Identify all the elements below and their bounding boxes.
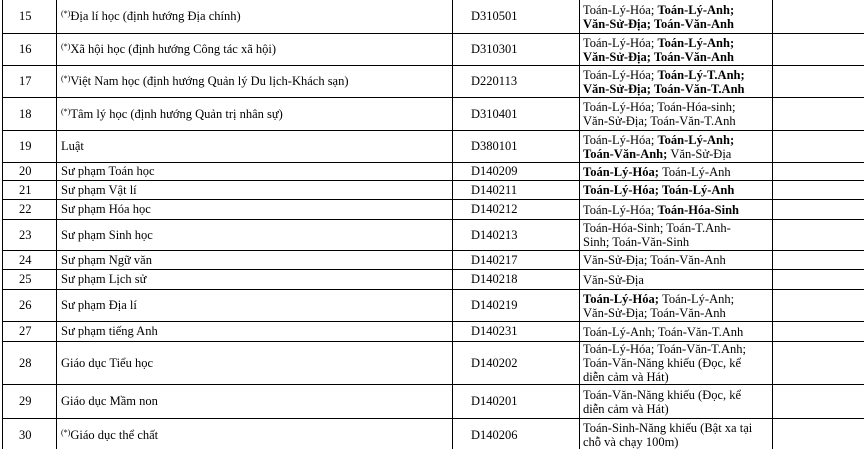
major-name-cell	[57, 322, 453, 342]
major-code: D140209	[453, 163, 580, 181]
major-code: D140211	[453, 181, 580, 200]
major-name: Sư phạm Vật lí	[61, 182, 137, 197]
major-name: Sư phạm Ngữ văn	[61, 252, 152, 267]
major-code: D140206	[453, 419, 580, 450]
major-code: D140231	[453, 322, 580, 342]
major-code: D380101	[453, 131, 580, 163]
major-name: Sư phạm Lịch sử	[61, 272, 147, 286]
major-name-cell	[57, 251, 453, 270]
major-name-cell	[57, 66, 453, 98]
combination-line	[583, 325, 769, 339]
major-name: Giáo dục Mầm non	[61, 394, 158, 408]
notes-cell	[773, 322, 864, 342]
combination-text: Toán-Lý-Anh;	[662, 291, 735, 306]
asterisk-marker: (*)	[61, 427, 71, 437]
row-number: 17	[3, 66, 57, 98]
row-number: 29	[3, 385, 57, 419]
major-name: Việt Nam học (định hướng Quản lý Du lịch-Khách sạn)	[70, 74, 349, 88]
combination-text: Toán-Lý-Hóa;	[583, 35, 658, 50]
subject-combinations	[580, 66, 773, 98]
table-row	[3, 290, 864, 322]
combination-line	[583, 133, 769, 147]
row-number: 16	[3, 34, 57, 66]
combination-line	[583, 356, 769, 370]
major-code: D220113	[453, 66, 580, 98]
row-number: 20	[3, 163, 57, 181]
row-number: 15	[3, 0, 57, 34]
notes-cell	[773, 419, 864, 450]
combination-text: Toán-Hóa-Sinh; Toán-T.Anh-	[583, 221, 731, 235]
major-code: D140201	[453, 385, 580, 419]
combination-text: Văn-Sử-Địa; Toán-Văn-Anh	[583, 49, 734, 64]
combination-text: chỗ và chạy 100m)	[583, 435, 679, 449]
combination-line	[583, 100, 769, 114]
majors-table-body	[3, 0, 864, 450]
combination-text: Toán-Văn-Năng khiếu (Đọc, kể	[583, 387, 742, 402]
combination-line	[583, 17, 769, 31]
combination-line	[583, 342, 769, 356]
subject-combinations	[580, 290, 773, 322]
combination-text: Toán-Lý-Hóa; Toán-Lý-Anh	[583, 183, 735, 197]
subject-combinations	[580, 163, 773, 181]
combination-text: Toán-Lý-Hóa;	[583, 291, 663, 306]
combination-line	[583, 3, 769, 17]
notes-cell	[773, 251, 864, 270]
table-row	[3, 131, 864, 163]
subject-combinations	[580, 419, 773, 450]
major-name-cell	[57, 181, 453, 200]
combination-text: Toán-Lý-Hóa;	[583, 132, 658, 147]
subject-combinations	[580, 220, 773, 251]
major-name: Sư phạm Toán học	[61, 164, 155, 178]
table-row	[3, 270, 864, 290]
notes-cell	[773, 66, 864, 98]
combination-text: diễn cảm và Hát)	[583, 370, 669, 384]
combination-line	[583, 165, 769, 179]
major-name: Giáo dục Tiểu học	[61, 355, 154, 370]
combination-text: diễn cảm và Hát)	[583, 401, 669, 416]
combination-text: Toán-Lý-Hóa;	[583, 164, 663, 179]
combination-line	[583, 421, 769, 435]
notes-cell	[773, 163, 864, 181]
row-number: 24	[3, 251, 57, 270]
asterisk-marker: (*)	[61, 106, 71, 116]
combination-line	[583, 435, 769, 449]
major-name-cell	[57, 0, 453, 34]
major-name: Sư phạm tiếng Anh	[61, 324, 158, 338]
combination-line	[583, 306, 769, 320]
row-number: 25	[3, 270, 57, 290]
major-code: D140212	[453, 200, 580, 220]
combination-line	[583, 183, 769, 197]
subject-combinations	[580, 131, 773, 163]
row-number: 21	[3, 181, 57, 200]
combination-text: Văn-Sử-Địa	[670, 146, 732, 161]
notes-cell	[773, 220, 864, 251]
row-number: 19	[3, 131, 57, 163]
combination-text: Sinh; Toán-Văn-Sinh	[583, 235, 690, 249]
row-number: 28	[3, 342, 57, 385]
major-name: Sư phạm Địa lí	[61, 298, 137, 312]
table-row	[3, 322, 864, 342]
combination-text: Toán-Sinh-Năng khiếu (Bật xa tại	[583, 421, 753, 435]
major-name-cell	[57, 34, 453, 66]
major-name: Sư phạm Sinh học	[61, 227, 153, 242]
notes-cell	[773, 181, 864, 200]
subject-combinations	[580, 98, 773, 131]
row-number: 26	[3, 290, 57, 322]
combination-line	[583, 203, 769, 217]
table-row	[3, 251, 864, 270]
combination-line	[583, 50, 769, 64]
combination-line	[583, 221, 769, 235]
notes-cell	[773, 34, 864, 66]
combination-text: Toán-Lý-Anh	[662, 164, 731, 179]
major-code: D310401	[453, 98, 580, 131]
combination-text: Toán-Lý-Hóa;	[583, 67, 658, 82]
row-number: 22	[3, 200, 57, 220]
table-row	[3, 34, 864, 66]
combination-text: Toán-Lý-Anh;	[657, 35, 735, 50]
subject-combinations	[580, 385, 773, 419]
table-row	[3, 342, 864, 385]
major-name-cell	[57, 220, 453, 251]
row-number: 27	[3, 322, 57, 342]
table-row	[3, 181, 864, 200]
combination-text: Toán-Lý-Hóa;	[583, 2, 658, 17]
subject-combinations	[580, 0, 773, 34]
major-code: D140219	[453, 290, 580, 322]
asterisk-marker: (*)	[61, 9, 71, 18]
notes-cell	[773, 200, 864, 220]
major-name-cell	[57, 163, 453, 181]
major-code: D140217	[453, 251, 580, 270]
combination-text: Toán-Lý-Anh;	[657, 132, 735, 147]
row-number: 23	[3, 220, 57, 251]
major-name-cell	[57, 290, 453, 322]
combination-text: Văn-Sử-Địa; Toán-Văn-T.Anh	[583, 81, 745, 96]
major-name-cell	[57, 98, 453, 131]
major-name-cell	[57, 200, 453, 220]
table-row	[3, 200, 864, 220]
table-row	[3, 419, 864, 450]
table-row	[3, 66, 864, 98]
subject-combinations	[580, 342, 773, 385]
combination-text: Toán-Lý-T.Anh;	[657, 67, 745, 82]
combination-line	[583, 82, 769, 96]
combination-text: Văn-Sử-Địa; Toán-Văn-Anh	[583, 305, 726, 320]
major-name: Xã hội học (định hướng Công tác xã hội)	[70, 42, 277, 56]
combination-line	[583, 147, 769, 161]
major-code: D140202	[453, 342, 580, 385]
table-row	[3, 385, 864, 419]
notes-cell	[773, 270, 864, 290]
asterisk-marker: (*)	[61, 74, 71, 83]
combination-line	[583, 273, 769, 287]
major-name-cell	[57, 270, 453, 290]
subject-combinations	[580, 181, 773, 200]
combination-line	[583, 253, 769, 267]
major-name: Luật	[61, 139, 84, 153]
major-name: Tâm lý học (định hướng Quản trị nhân sự)	[70, 106, 283, 121]
combination-text: Văn-Sử-Địa; Toán-Văn-T.Anh	[583, 114, 736, 128]
combination-text: Văn-Sử-Địa	[583, 272, 644, 287]
major-name-cell	[57, 131, 453, 163]
combination-text: Toán-Hóa-Sinh	[657, 202, 739, 217]
table-row	[3, 220, 864, 251]
major-name-cell	[57, 419, 453, 450]
major-code: D310501	[453, 0, 580, 34]
notes-cell	[773, 385, 864, 419]
combination-text: Toán-Văn-Anh;	[583, 146, 671, 161]
majors-table	[2, 0, 864, 450]
combination-text: Văn-Sử-Địa; Toán-Văn-Anh	[583, 253, 726, 267]
combination-line	[583, 388, 769, 402]
table-row	[3, 98, 864, 131]
notes-cell	[773, 98, 864, 131]
major-name: Sư phạm Hóa học	[61, 202, 151, 216]
major-code: D140213	[453, 220, 580, 251]
notes-cell	[773, 290, 864, 322]
subject-combinations	[580, 34, 773, 66]
combination-line	[583, 370, 769, 384]
combination-text: Toán-Văn-Năng khiếu (Đọc, kể	[583, 356, 742, 370]
table-row	[3, 0, 864, 34]
subject-combinations	[580, 251, 773, 270]
major-code: D140218	[453, 270, 580, 290]
row-number: 30	[3, 419, 57, 450]
subject-combinations	[580, 200, 773, 220]
major-name: Địa lí học (định hướng Địa chính)	[70, 9, 241, 23]
combination-text: Toán-Lý-Anh;	[657, 2, 735, 17]
table-row	[3, 163, 864, 181]
major-name: Giáo dục thể chất	[70, 427, 159, 442]
notes-cell	[773, 0, 864, 34]
combination-text: Toán-Lý-Hóa; Toán-Hóa-sinh;	[583, 100, 736, 114]
major-name-cell	[57, 385, 453, 419]
combination-text: Toán-Lý-Hóa; Toán-Văn-T.Anh;	[583, 342, 747, 356]
row-number: 18	[3, 98, 57, 131]
combination-line	[583, 36, 769, 50]
combination-text: Văn-Sử-Địa; Toán-Văn-Anh	[583, 16, 734, 31]
combination-line	[583, 114, 769, 128]
combination-text: Toán-Lý-Hóa;	[583, 202, 658, 217]
major-code: D310301	[453, 34, 580, 66]
combination-line	[583, 402, 769, 416]
combination-line	[583, 235, 769, 249]
notes-cell	[773, 131, 864, 163]
combination-line	[583, 68, 769, 82]
subject-combinations	[580, 270, 773, 290]
major-name-cell	[57, 342, 453, 385]
combination-text: Toán-Lý-Anh; Toán-Văn-T.Anh	[583, 324, 744, 339]
combination-line	[583, 292, 769, 306]
notes-cell	[773, 342, 864, 385]
subject-combinations	[580, 322, 773, 342]
asterisk-marker: (*)	[61, 42, 71, 51]
